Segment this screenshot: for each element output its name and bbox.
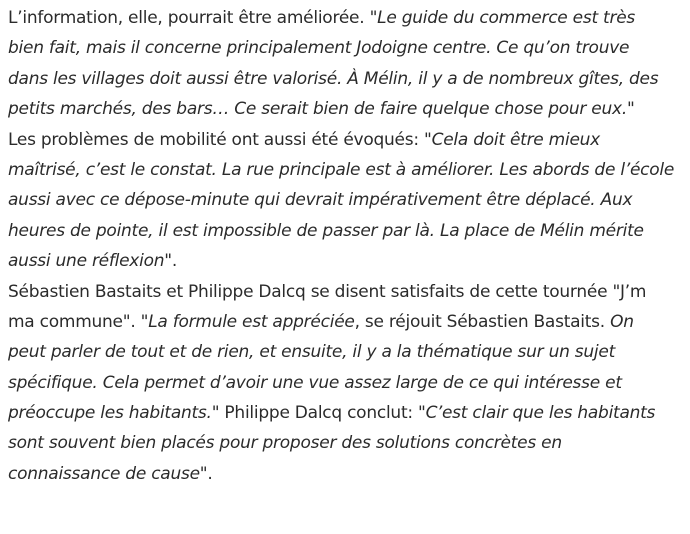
article-body [8,3,684,489]
text-line [8,459,684,489]
text-line [8,125,684,155]
quote-text: spécifique. Cela permet d’avoir une vue assez large de ce qui intéresse et [8,372,622,393]
text-line [8,277,684,307]
quote-text: préoccupe les habitants." [8,403,225,424]
text-line [8,185,684,215]
text-line [8,307,684,337]
quote-text: "Le guide du commerce est très [369,8,636,28]
quote-text: bien fait, mais il concerne principalement Jodoigne centre. Ce qu’on trouve [8,38,630,59]
body-text: , se réjouit Sébastien Bastaits. [354,311,611,332]
body-text: Philippe Dalcq conclut: [224,403,418,424]
text-line [8,64,684,94]
article-paragraph [8,125,684,277]
text-line [8,337,684,367]
quote-text: connaissance de cause" [8,463,208,484]
body-text: ma commune". [8,311,141,332]
text-line [8,398,684,428]
quote-text: "La formule est appréciée [140,311,355,332]
quote-text: dans les villages doit aussi être valorisé. À Mélin, il y a de nombreux gîtes, des [8,68,659,89]
text-line [8,216,684,246]
text-line [8,33,684,63]
quote-text: On [610,311,634,332]
text-line [8,428,684,458]
text-line [8,3,684,33]
quote-text: maîtrisé, c’est le constat. La rue principale est à améliorer. Les abords de l’école [8,159,675,180]
body-text: . [171,251,177,272]
article-paragraph [8,277,684,490]
body-text: Les problèmes de mobilité ont aussi été évoqués: [8,129,425,150]
text-line [8,368,684,398]
quote-text: heures de pointe, il est impossible de passer par là. La place de Mélin mérite [8,220,644,241]
quote-text: "Cela doit être mieux [424,129,600,150]
quote-text: aussi avec ce dépose-minute qui devrait impérativement être déplacé. Aux [8,190,633,211]
quote-text: petits marchés, des bars… Ce serait bien de faire quelque chose pour eux." [8,99,635,120]
text-line [8,246,684,276]
quote-text: peut parler de tout et de rien, et ensuite, il y a la thématique sur un sujet [8,342,615,363]
quote-text: sont souvent bien placés pour proposer des solutions concrètes en [8,433,562,454]
quote-text: "C’est clair que les habitants [418,403,656,424]
text-line [8,94,684,124]
text-line [8,155,684,185]
article-paragraph [8,3,684,125]
body-text: L’information, elle, pourrait être améliorée. [8,8,370,28]
quote-text: aussi une réflexion" [8,251,172,272]
body-text: Sébastien Bastaits et Philippe Dalcq se disent satisfaits de cette tournée "J’m [8,281,647,302]
body-text: . [207,463,213,484]
